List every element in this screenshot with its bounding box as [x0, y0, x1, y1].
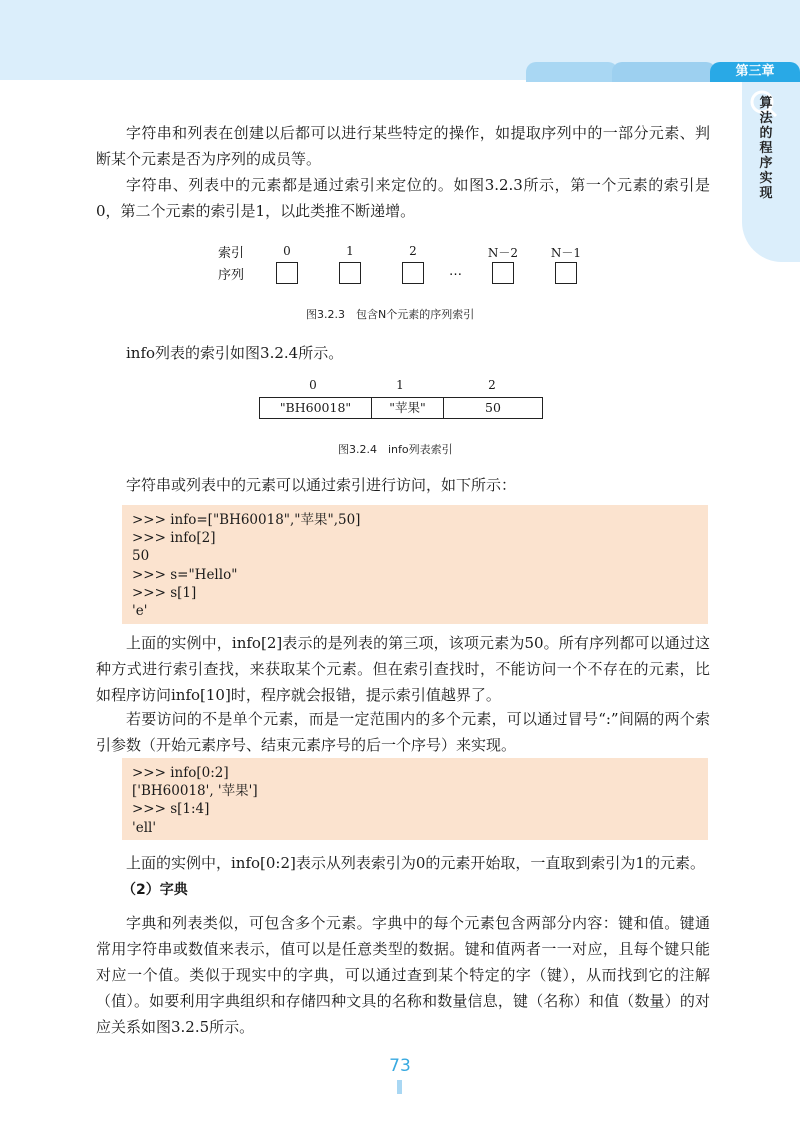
- table-cell: "苹果": [372, 398, 444, 418]
- sequence-box: [492, 262, 514, 284]
- paragraph-7: 上面的实例中，info[0:2]表示从列表索引为0的元素开始取，一直取到索引为1的元素。: [126, 854, 705, 872]
- figure-row-label-index: 索引: [218, 246, 245, 261]
- code-line: >>> s[1]: [132, 584, 197, 601]
- figure-caption-323: 图3.2.3 包含N个元素的序列索引: [306, 308, 475, 321]
- paragraph-5: 上面的实例中，info[2]表示的是列表的第三项，该项元素为50。所有序列都可以通过这种方式进行索引查找，来获取某个元素。但在索引查找时，不能访问一个不存在的元素，比如程序访问info[10]时，程序就会报错，提示索引值越界了。: [96, 634, 710, 704]
- code-block-2: [122, 758, 708, 840]
- figure-index-label: N－2: [487, 246, 519, 260]
- paragraph-2: 字符串、列表中的元素都是通过索引来定位的。如图3.2.3所示，第一个元素的索引是0，第二个元素的索引是1，以此类推不断递增。: [96, 176, 710, 220]
- table-index-label: 1: [396, 378, 404, 392]
- figure-index-label: 0: [283, 244, 291, 258]
- sidebar-title: 算法的程序实现: [759, 96, 773, 201]
- figure-index-label: N－1: [550, 246, 582, 260]
- sequence-box: [555, 262, 577, 284]
- figure-index-label: 1: [346, 244, 354, 258]
- code-line: >>> s="Hello": [132, 566, 238, 583]
- code-line: >>> info[2]: [132, 530, 216, 547]
- figure-index-label: 2: [409, 244, 417, 258]
- paragraph-8: 字典和列表类似，可包含多个元素。字典中的每个元素包含两部分内容：键和值。键通常用字符串或数值来表示，值可以是任意类型的数据。键和值两者一一对应，且每个键只能对应一个值。类似于现实中的字典，可以通过查到某个特定的字（键），从而找到它的注解（值）。如要利用字典组织和存储四种文具的名称和数量信息，键（名称）和值（数量）的对应关系如图3.2.5所示。: [96, 914, 710, 1036]
- figure-row-label-sequence: 序列: [218, 268, 245, 283]
- paragraph-1: 字符串和列表在创建以后都可以进行某些特定的操作，如提取序列中的一部分元素、判断某个元素是否为序列的成员等。: [96, 124, 710, 168]
- code-line: >>> info=["BH60018","苹果",50]: [132, 512, 361, 528]
- code-line: >>> info[0:2]: [132, 765, 229, 781]
- paragraph-6: 若要访问的不是单个元素，而是一定范围内的多个元素，可以通过冒号“:”间隔的两个索引参数（开始元素序号、结束元素序号的后一个序号）来实现。: [96, 710, 710, 754]
- sequence-box: [276, 262, 298, 284]
- chapter-sidebar: [742, 82, 800, 262]
- paragraph-4: 字符串或列表中的元素可以通过索引进行访问，如下所示：: [126, 476, 517, 494]
- header-tab-deco-1: [526, 62, 618, 82]
- paragraph-3: info列表的索引如图3.2.4所示。: [126, 344, 344, 362]
- section-heading: （2）字典: [122, 882, 188, 898]
- table-index-label: 0: [309, 378, 317, 392]
- figure-ellipsis: …: [449, 264, 462, 279]
- code-line: 'ell': [132, 819, 157, 836]
- header-tab-deco-2: [612, 62, 716, 82]
- figure-caption-324: 图3.2.4 info列表索引: [338, 443, 453, 456]
- code-line: 50: [132, 548, 150, 565]
- code-line: 'e': [132, 603, 148, 620]
- code-block-1: [122, 505, 708, 624]
- code-line: ['BH60018', '苹果']: [132, 783, 258, 800]
- table-index-label: 2: [488, 378, 496, 392]
- chapter-tab: 第三章: [710, 62, 800, 82]
- code-line: >>> s[1:4]: [132, 801, 210, 818]
- info-table: [259, 397, 543, 419]
- table-cell: 50: [485, 400, 501, 415]
- page-number: 73: [389, 1056, 411, 1076]
- table-cell: "BH60018": [260, 398, 372, 418]
- sequence-box: [402, 262, 424, 284]
- sequence-box: [339, 262, 361, 284]
- page-number-deco: [397, 1080, 402, 1094]
